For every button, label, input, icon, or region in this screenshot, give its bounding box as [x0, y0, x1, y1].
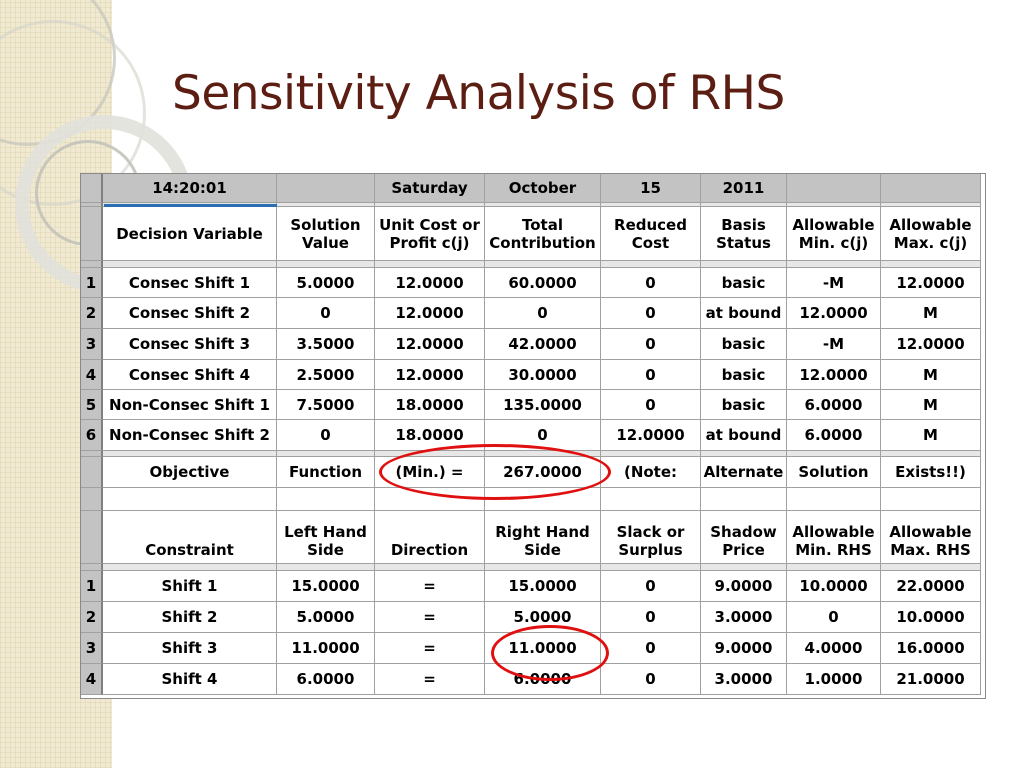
- corner-cell[interactable]: [81, 174, 103, 203]
- table-cell[interactable]: 0: [277, 420, 375, 451]
- table-cell[interactable]: 12.0000: [375, 268, 485, 298]
- table-cell[interactable]: =: [375, 664, 485, 695]
- column-header[interactable]: Direction: [375, 511, 485, 564]
- table-cell[interactable]: 0: [601, 360, 701, 390]
- objective-cell[interactable]: Exists!!): [881, 457, 981, 488]
- table-cell[interactable]: 3.0000: [701, 664, 787, 695]
- table-cell[interactable]: 0: [485, 420, 601, 451]
- header-cell[interactable]: [787, 174, 881, 203]
- column-header[interactable]: Allowable Min. c(j): [787, 207, 881, 261]
- objective-cell[interactable]: (Note:: [601, 457, 701, 488]
- table-cell[interactable]: 6.0000: [787, 390, 881, 420]
- row-number-cell[interactable]: 3: [81, 633, 103, 664]
- separator-cell[interactable]: [601, 564, 701, 571]
- table-cell[interactable]: 18.0000: [375, 420, 485, 451]
- blank-cell[interactable]: [881, 488, 981, 511]
- table-cell[interactable]: 12.0000: [375, 298, 485, 329]
- objective-cell[interactable]: (Min.) =: [375, 457, 485, 488]
- objective-cell[interactable]: 267.0000: [485, 457, 601, 488]
- table-cell[interactable]: =: [375, 571, 485, 602]
- table-cell[interactable]: -M: [787, 329, 881, 360]
- row-number-cell[interactable]: 1: [81, 268, 103, 298]
- table-cell[interactable]: 12.0000: [787, 298, 881, 329]
- table-cell[interactable]: 0: [601, 329, 701, 360]
- table-cell[interactable]: 30.0000: [485, 360, 601, 390]
- column-header[interactable]: Reduced Cost: [601, 207, 701, 261]
- table-cell[interactable]: Shift 2: [103, 602, 277, 633]
- table-cell[interactable]: Non-Consec Shift 2: [103, 420, 277, 451]
- separator-cell[interactable]: [787, 261, 881, 268]
- blank-cell[interactable]: [277, 488, 375, 511]
- separator-cell[interactable]: [881, 261, 981, 268]
- table-cell[interactable]: 6.0000: [787, 420, 881, 451]
- blank-cell[interactable]: [601, 488, 701, 511]
- table-cell[interactable]: basic: [701, 360, 787, 390]
- column-header[interactable]: Slack or Surplus: [601, 511, 701, 564]
- column-header[interactable]: Solution Value: [277, 207, 375, 261]
- table-cell[interactable]: 12.0000: [601, 420, 701, 451]
- separator-cell[interactable]: [103, 261, 277, 268]
- table-cell[interactable]: 10.0000: [881, 602, 981, 633]
- table-cell[interactable]: 3.5000: [277, 329, 375, 360]
- table-cell[interactable]: 0: [485, 298, 601, 329]
- header-cell[interactable]: Saturday: [375, 174, 485, 203]
- table-cell[interactable]: 18.0000: [375, 390, 485, 420]
- separator-cell[interactable]: [701, 261, 787, 268]
- header-cell[interactable]: 14:20:01: [103, 174, 277, 203]
- separator-cell[interactable]: [375, 564, 485, 571]
- column-header[interactable]: Shadow Price: [701, 511, 787, 564]
- row-number-cell[interactable]: [81, 511, 103, 564]
- column-header[interactable]: Allowable Max. c(j): [881, 207, 981, 261]
- blank-cell[interactable]: [103, 488, 277, 511]
- header-cell[interactable]: [881, 174, 981, 203]
- header-cell[interactable]: 2011: [701, 174, 787, 203]
- table-cell[interactable]: 12.0000: [375, 329, 485, 360]
- table-cell[interactable]: M: [881, 420, 981, 451]
- row-number-cell[interactable]: 4: [81, 360, 103, 390]
- row-number-cell[interactable]: 2: [81, 298, 103, 329]
- separator-cell[interactable]: [81, 564, 103, 571]
- table-cell[interactable]: 0: [601, 298, 701, 329]
- table-cell[interactable]: basic: [701, 329, 787, 360]
- table-cell[interactable]: 15.0000: [485, 571, 601, 602]
- separator-cell[interactable]: [701, 564, 787, 571]
- column-header[interactable]: Unit Cost or Profit c(j): [375, 207, 485, 261]
- column-header[interactable]: Decision Variable: [103, 207, 277, 261]
- objective-cell[interactable]: Solution: [787, 457, 881, 488]
- table-cell[interactable]: 15.0000: [277, 571, 375, 602]
- table-cell[interactable]: Shift 1: [103, 571, 277, 602]
- table-cell[interactable]: 22.0000: [881, 571, 981, 602]
- table-cell[interactable]: 0: [601, 571, 701, 602]
- table-cell[interactable]: =: [375, 633, 485, 664]
- table-cell[interactable]: 12.0000: [375, 360, 485, 390]
- table-cell[interactable]: M: [881, 298, 981, 329]
- active-cell-indicator: [104, 204, 277, 207]
- table-cell[interactable]: 0: [277, 298, 375, 329]
- header-cell[interactable]: 15: [601, 174, 701, 203]
- row-number-cell[interactable]: 6: [81, 420, 103, 451]
- table-cell[interactable]: 10.0000: [787, 571, 881, 602]
- table-cell[interactable]: 9.0000: [701, 633, 787, 664]
- separator-cell[interactable]: [485, 261, 601, 268]
- table-cell[interactable]: 9.0000: [701, 571, 787, 602]
- column-header[interactable]: Right Hand Side: [485, 511, 601, 564]
- blank-cell[interactable]: [81, 488, 103, 511]
- table-cell[interactable]: 0: [601, 633, 701, 664]
- table-cell[interactable]: M: [881, 390, 981, 420]
- row-number-cell[interactable]: 4: [81, 664, 103, 695]
- column-header[interactable]: Constraint: [103, 511, 277, 564]
- objective-cell[interactable]: Alternate: [701, 457, 787, 488]
- table-cell[interactable]: Shift 3: [103, 633, 277, 664]
- table-cell[interactable]: 16.0000: [881, 633, 981, 664]
- table-cell[interactable]: 5.0000: [485, 602, 601, 633]
- table-cell[interactable]: 5.0000: [277, 602, 375, 633]
- spreadsheet-table: [80, 173, 986, 699]
- table-cell[interactable]: 12.0000: [881, 329, 981, 360]
- separator-cell[interactable]: [375, 261, 485, 268]
- separator-cell[interactable]: [485, 564, 601, 571]
- table-cell[interactable]: Shift 4: [103, 664, 277, 695]
- table-cell[interactable]: 0: [601, 390, 701, 420]
- table-cell[interactable]: 42.0000: [485, 329, 601, 360]
- objective-cell[interactable]: Function: [277, 457, 375, 488]
- table-cell[interactable]: Consec Shift 2: [103, 298, 277, 329]
- table-cell[interactable]: 135.0000: [485, 390, 601, 420]
- table-cell[interactable]: 4.0000: [787, 633, 881, 664]
- blank-cell[interactable]: [375, 488, 485, 511]
- row-number-cell[interactable]: 2: [81, 602, 103, 633]
- table-cell[interactable]: 6.0000: [485, 664, 601, 695]
- header-cell[interactable]: October: [485, 174, 601, 203]
- table-cell[interactable]: Consec Shift 1: [103, 268, 277, 298]
- separator-cell[interactable]: [787, 564, 881, 571]
- table-cell[interactable]: at bound: [701, 420, 787, 451]
- table-cell[interactable]: 5.0000: [277, 268, 375, 298]
- separator-cell[interactable]: [277, 261, 375, 268]
- table-cell[interactable]: 0: [601, 268, 701, 298]
- table-cell[interactable]: 7.5000: [277, 390, 375, 420]
- objective-cell[interactable]: Objective: [103, 457, 277, 488]
- slide-title: Sensitivity Analysis of RHS: [172, 66, 785, 121]
- column-header[interactable]: Basis Status: [701, 207, 787, 261]
- header-cell[interactable]: [277, 174, 375, 203]
- table-cell[interactable]: Consec Shift 4: [103, 360, 277, 390]
- table-cell[interactable]: basic: [701, 390, 787, 420]
- table-cell[interactable]: 0: [601, 664, 701, 695]
- table-cell[interactable]: 21.0000: [881, 664, 981, 695]
- table-cell[interactable]: Non-Consec Shift 1: [103, 390, 277, 420]
- table-cell[interactable]: 1.0000: [787, 664, 881, 695]
- table-cell[interactable]: M: [881, 360, 981, 390]
- table-cell[interactable]: 3.0000: [701, 602, 787, 633]
- column-header[interactable]: Total Contribution: [485, 207, 601, 261]
- table-cell[interactable]: =: [375, 602, 485, 633]
- separator-cell[interactable]: [601, 261, 701, 268]
- table-cell[interactable]: -M: [787, 268, 881, 298]
- column-header[interactable]: Allowable Max. RHS: [881, 511, 981, 564]
- blank-cell[interactable]: [485, 488, 601, 511]
- row-number-cell[interactable]: 1: [81, 571, 103, 602]
- separator-cell[interactable]: [103, 564, 277, 571]
- table-cell[interactable]: basic: [701, 268, 787, 298]
- table-cell[interactable]: 12.0000: [881, 268, 981, 298]
- spreadsheet-grid: [81, 174, 981, 695]
- table-cell[interactable]: 6.0000: [277, 664, 375, 695]
- row-number-cell[interactable]: 3: [81, 329, 103, 360]
- table-cell[interactable]: 11.0000: [277, 633, 375, 664]
- table-cell[interactable]: 12.0000: [787, 360, 881, 390]
- table-cell[interactable]: Consec Shift 3: [103, 329, 277, 360]
- blank-cell[interactable]: [701, 488, 787, 511]
- table-cell[interactable]: 2.5000: [277, 360, 375, 390]
- separator-cell[interactable]: [81, 261, 103, 268]
- blank-cell[interactable]: [787, 488, 881, 511]
- separator-cell[interactable]: [277, 564, 375, 571]
- row-number-cell[interactable]: 5: [81, 390, 103, 420]
- table-cell[interactable]: at bound: [701, 298, 787, 329]
- column-header[interactable]: Left Hand Side: [277, 511, 375, 564]
- table-cell[interactable]: 11.0000: [485, 633, 601, 664]
- separator-cell[interactable]: [881, 564, 981, 571]
- row-number-cell[interactable]: [81, 207, 103, 261]
- table-cell[interactable]: 0: [787, 602, 881, 633]
- table-cell[interactable]: 60.0000: [485, 268, 601, 298]
- column-header[interactable]: Allowable Min. RHS: [787, 511, 881, 564]
- row-number-cell[interactable]: [81, 457, 103, 488]
- table-cell[interactable]: 0: [601, 602, 701, 633]
